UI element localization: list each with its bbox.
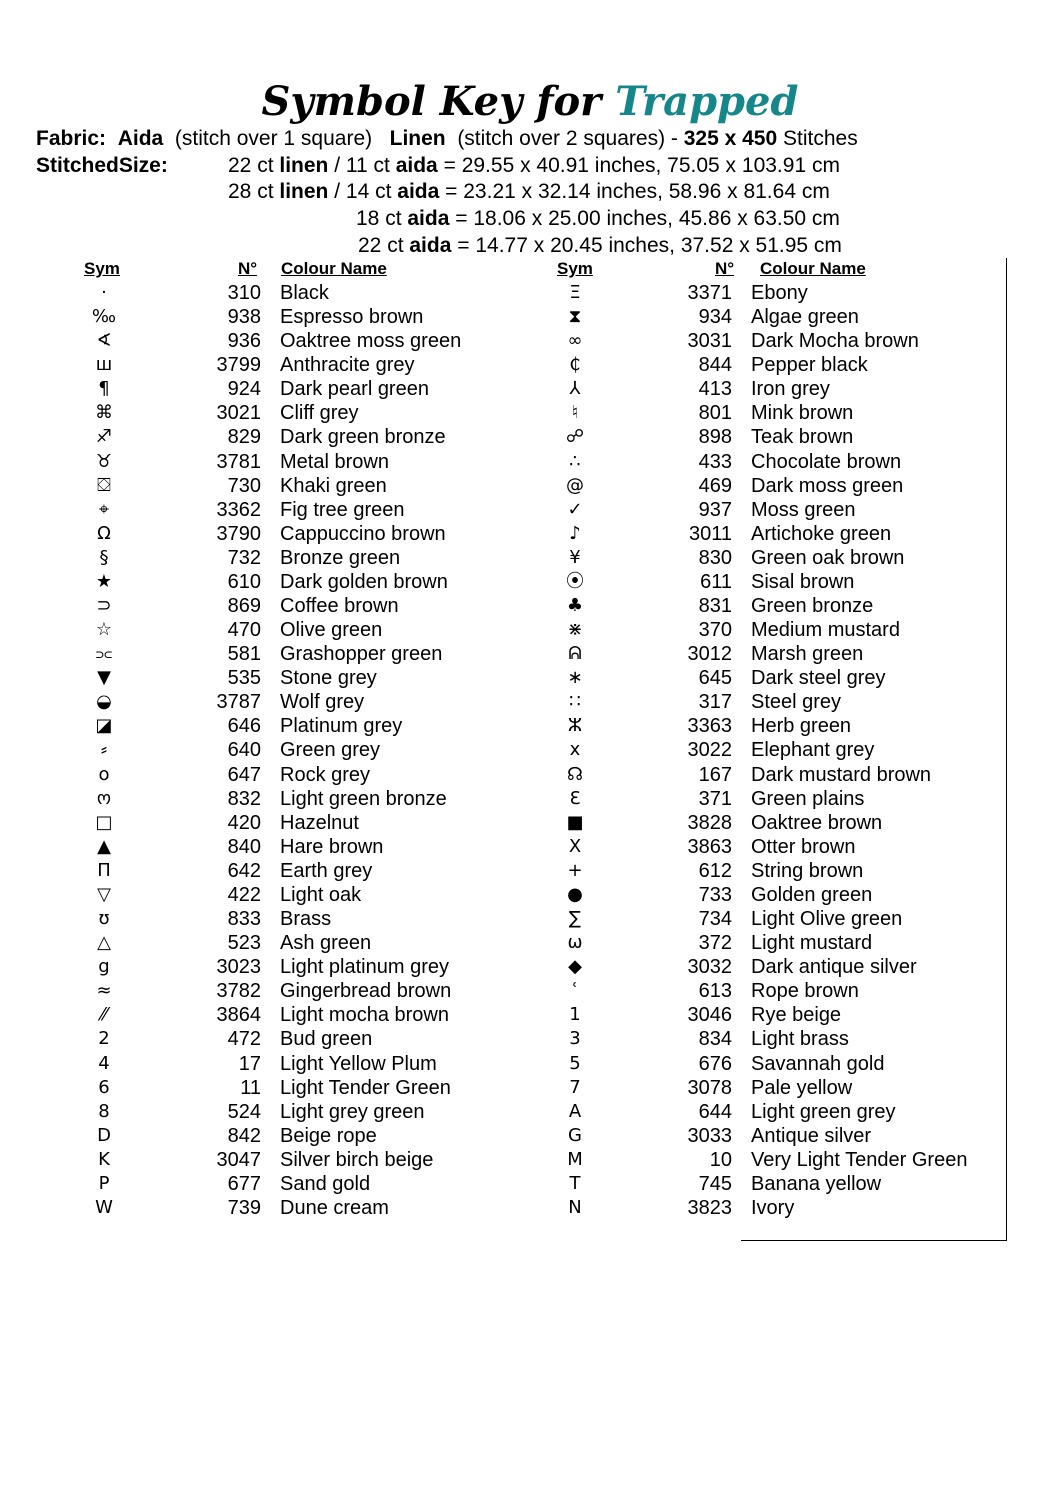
symbol-cell: ⋇ bbox=[567, 619, 583, 641]
thread-number: 3012 bbox=[687, 643, 732, 666]
thread-number: 310 bbox=[227, 282, 261, 304]
thread-number: 3863 bbox=[687, 835, 732, 858]
colour-name: Green grey bbox=[280, 739, 381, 762]
colour-name: Antique silver bbox=[751, 1124, 872, 1147]
thread-number: 3078 bbox=[687, 1076, 732, 1099]
symbol-cell: ⫗ bbox=[95, 643, 113, 665]
colour-name: Rye beige bbox=[751, 1004, 842, 1027]
colour-name: Black bbox=[280, 282, 329, 304]
stitched-size-label: StitchedSize: bbox=[36, 154, 168, 177]
symbol-cell: ∷ bbox=[569, 691, 581, 713]
colour-name: Golden green bbox=[751, 883, 873, 906]
symbol-cell: ‰ bbox=[91, 306, 117, 328]
symbol-cell: ⌖ bbox=[98, 498, 110, 520]
thread-number: 734 bbox=[698, 908, 732, 931]
thread-number: 3022 bbox=[687, 739, 732, 762]
symbol-cell: ⦿ bbox=[566, 570, 584, 592]
colour-name: Hazelnut bbox=[280, 811, 359, 834]
colour-name: Bronze green bbox=[280, 546, 401, 569]
header-name-right: Colour Name bbox=[760, 259, 866, 278]
thread-number: 938 bbox=[227, 306, 261, 329]
thread-number: 937 bbox=[698, 498, 732, 521]
symbol-cell: Π bbox=[97, 859, 111, 881]
thread-number: 611 bbox=[700, 570, 732, 593]
colour-name: Anthracite grey bbox=[280, 354, 415, 377]
colour-name: Gingerbread brown bbox=[280, 980, 452, 1003]
design-name: Trapped bbox=[615, 78, 799, 125]
symbol-cell: ʊ bbox=[98, 908, 110, 930]
colour-name: Green plains bbox=[751, 787, 865, 810]
fabric-linen-note: (stitch over 2 squares) - bbox=[457, 127, 678, 150]
thread-number: 3781 bbox=[216, 450, 261, 473]
thread-number: 739 bbox=[227, 1196, 261, 1219]
colour-name: Pepper black bbox=[751, 354, 868, 377]
size-line-1: 22 ct linen / 11 ct aida = 29.55 x 40.91 inches, 75.05 x 103.91 cm bbox=[228, 154, 840, 177]
thread-number: 581 bbox=[227, 643, 261, 666]
symbol-cell: · bbox=[101, 282, 107, 303]
thread-number: 831 bbox=[698, 595, 732, 618]
thread-number: 612 bbox=[698, 859, 732, 882]
thread-number: 610 bbox=[227, 570, 261, 593]
symbol-cell: ≈ bbox=[96, 980, 112, 1002]
thread-number: 642 bbox=[227, 859, 261, 882]
colour-name: Dark mustard brown bbox=[751, 763, 932, 786]
symbol-cell: ᕱ bbox=[568, 643, 582, 665]
thread-number: 3033 bbox=[687, 1124, 732, 1147]
symbol-cell: ⵣ bbox=[567, 715, 583, 737]
colour-name: Dark steel grey bbox=[751, 667, 886, 690]
thread-number: 644 bbox=[698, 1100, 732, 1123]
fabric-aida: Aida bbox=[117, 127, 164, 150]
symbol-cell: Ω bbox=[97, 522, 111, 544]
colour-name: Light mustard bbox=[751, 932, 873, 955]
thread-number: 745 bbox=[698, 1172, 732, 1195]
symbol-cell: ◪ bbox=[95, 715, 113, 737]
symbol-cell: 5 bbox=[569, 1052, 581, 1074]
thread-number: 523 bbox=[227, 932, 261, 955]
symbol-cell: ш bbox=[95, 354, 113, 376]
thread-number: 3031 bbox=[687, 330, 732, 353]
symbol-cell: § bbox=[99, 546, 109, 568]
symbol-cell: ⊃ bbox=[96, 595, 112, 617]
colour-name: Sisal brown bbox=[751, 570, 855, 593]
colour-name: Light Olive green bbox=[751, 908, 903, 931]
thread-number: 3021 bbox=[216, 402, 261, 425]
thread-number: 433 bbox=[698, 450, 732, 473]
thread-number: 898 bbox=[698, 426, 732, 449]
colour-name: Coffee brown bbox=[280, 595, 399, 618]
thread-number: 3864 bbox=[216, 1004, 261, 1027]
symbol-cell: x bbox=[569, 739, 581, 761]
thread-number: 3782 bbox=[216, 980, 261, 1003]
title-prefix: Symbol Key for bbox=[261, 78, 602, 125]
thread-number: 646 bbox=[227, 715, 261, 738]
thread-number: 10 bbox=[709, 1148, 732, 1171]
colour-name: Light grey green bbox=[280, 1100, 425, 1123]
colour-name: String brown bbox=[751, 859, 864, 882]
thread-number: 801 bbox=[698, 402, 732, 425]
thread-number: 11 bbox=[240, 1076, 261, 1099]
colour-name: Green oak brown bbox=[751, 546, 905, 569]
symbol-cell: ო bbox=[96, 787, 112, 809]
colour-name: Otter brown bbox=[751, 835, 856, 858]
symbol-cell: ω bbox=[567, 932, 583, 954]
symbol-cell: ♐ bbox=[95, 426, 113, 448]
symbol-cell: N bbox=[568, 1196, 582, 1218]
header-num-right: N° bbox=[715, 259, 735, 278]
symbol-cell: ▲ bbox=[97, 835, 111, 857]
colour-name: Hare brown bbox=[280, 835, 384, 858]
symbol-cell: ☆ bbox=[95, 619, 113, 641]
thread-number: 3823 bbox=[687, 1196, 732, 1219]
symbol-cell: K bbox=[98, 1148, 110, 1170]
right-border-line bbox=[1006, 258, 1007, 1240]
colour-name: Oaktree brown bbox=[751, 811, 883, 834]
colour-name: Light oak bbox=[280, 883, 362, 906]
symbol-cell: 3 bbox=[569, 1028, 581, 1050]
symbol-cell: ★ bbox=[95, 570, 113, 592]
colour-name: Artichoke green bbox=[751, 522, 892, 545]
stitch-suffix: Stitches bbox=[783, 127, 858, 150]
symbol-cell: ♮ bbox=[571, 402, 579, 424]
colour-name: Wolf grey bbox=[280, 691, 365, 714]
thread-number: 524 bbox=[227, 1100, 261, 1123]
size-line-4: 22 ct aida = 14.77 x 20.45 inches, 37.52 x 51.95 cm bbox=[358, 234, 842, 257]
colour-name: Metal brown bbox=[280, 450, 389, 473]
colour-name: Ivory bbox=[751, 1196, 795, 1219]
size-line-3: 18 ct aida = 18.06 x 25.00 inches, 45.86 x 63.50 cm bbox=[356, 207, 840, 230]
thread-number: 3363 bbox=[687, 715, 732, 738]
symbol-cell: ʿ bbox=[572, 980, 578, 1002]
colour-name: Light Yellow Plum bbox=[280, 1052, 437, 1075]
thread-number: 3046 bbox=[687, 1004, 732, 1027]
thread-number: 3828 bbox=[687, 811, 732, 834]
symbol-cell: 2 bbox=[98, 1028, 110, 1050]
thread-number: 3790 bbox=[216, 522, 261, 545]
symbol-cell: ◒ bbox=[96, 691, 112, 713]
symbol-cell: ☍ bbox=[565, 426, 585, 448]
thread-number: 420 bbox=[227, 811, 261, 834]
thread-number: 3787 bbox=[216, 691, 261, 714]
thread-number: 840 bbox=[227, 835, 261, 858]
symbol-cell: ¶ bbox=[98, 378, 110, 400]
symbol-cell: ♪ bbox=[569, 522, 581, 544]
symbol-cell: ⅄ bbox=[569, 378, 581, 400]
colour-name: Brass bbox=[280, 908, 332, 931]
colour-name: Grashopper green bbox=[280, 643, 443, 666]
colour-name: Moss green bbox=[751, 498, 856, 521]
colour-name: Teak brown bbox=[751, 426, 854, 449]
symbol-cell: g bbox=[98, 956, 110, 978]
colour-name: Dark pearl green bbox=[280, 378, 429, 401]
thread-number: 936 bbox=[227, 330, 261, 353]
symbol-cell: ☊ bbox=[567, 763, 583, 785]
thread-number: 3023 bbox=[216, 956, 261, 979]
symbol-cell: G bbox=[568, 1124, 582, 1146]
page-title bbox=[0, 74, 1060, 130]
thread-number: 677 bbox=[227, 1172, 261, 1195]
symbol-cell: ₵ bbox=[569, 354, 581, 376]
symbol-cell: 1 bbox=[569, 1004, 581, 1026]
symbol-cell: D bbox=[97, 1124, 111, 1146]
thread-number: 422 bbox=[227, 883, 261, 906]
thread-number: 167 bbox=[698, 763, 732, 786]
symbol-cell: o bbox=[98, 763, 110, 785]
colour-name: Very Light Tender Green bbox=[751, 1148, 968, 1171]
fabric-line bbox=[36, 126, 858, 152]
thread-number: 3047 bbox=[216, 1148, 261, 1171]
thread-number: 640 bbox=[227, 739, 261, 762]
colour-name: Platinum grey bbox=[280, 715, 403, 738]
symbol-cell: ▽ bbox=[97, 883, 111, 905]
symbol-cell: 4 bbox=[98, 1052, 110, 1074]
thread-number: 370 bbox=[698, 619, 732, 642]
colour-name: Rope brown bbox=[751, 980, 859, 1003]
symbol-cell: @ bbox=[566, 474, 584, 496]
thread-number: 869 bbox=[227, 595, 261, 618]
thread-number: 924 bbox=[227, 378, 261, 401]
symbol-cell: Ξ bbox=[569, 282, 581, 303]
colour-name: Stone grey bbox=[280, 667, 377, 690]
symbol-cell: + bbox=[567, 859, 583, 881]
symbol-cell: A bbox=[568, 1100, 582, 1122]
colour-name: Ebony bbox=[751, 282, 808, 304]
thread-number: 830 bbox=[698, 546, 732, 569]
symbol-cell: P bbox=[98, 1172, 110, 1194]
symbol-cell: 6 bbox=[98, 1076, 110, 1098]
thread-number: 829 bbox=[227, 426, 261, 449]
symbol-cell: M bbox=[567, 1148, 583, 1170]
colour-name: Espresso brown bbox=[280, 306, 424, 329]
symbol-cell: Ⅹ bbox=[568, 835, 582, 857]
colour-name: Medium mustard bbox=[751, 619, 900, 642]
thread-number: 469 bbox=[698, 474, 732, 497]
colour-name: Light mocha brown bbox=[280, 1004, 449, 1027]
symbol-cell: ∑ bbox=[568, 908, 582, 930]
colour-name: Dune cream bbox=[280, 1196, 389, 1219]
colour-name: Dark golden brown bbox=[280, 570, 448, 593]
header-num-left: N° bbox=[238, 259, 258, 278]
thread-number: 3011 bbox=[688, 522, 732, 545]
thread-number: 844 bbox=[698, 354, 732, 377]
symbol-cell: ∴ bbox=[569, 450, 581, 472]
symbol-cell: ◆ bbox=[568, 956, 582, 978]
colour-name: Light green grey bbox=[751, 1100, 896, 1123]
thread-number: 3362 bbox=[216, 498, 261, 521]
thread-number: 371 bbox=[698, 787, 732, 810]
header-sym-left: Sym bbox=[84, 259, 120, 278]
symbol-cell: ♣ bbox=[566, 595, 584, 617]
thread-number: 647 bbox=[227, 763, 261, 786]
thread-number: 934 bbox=[698, 306, 732, 329]
thread-number: 17 bbox=[238, 1052, 261, 1075]
symbol-cell: W bbox=[95, 1196, 113, 1218]
symbol-cell: ⧗ bbox=[568, 306, 582, 328]
colour-name: Light platinum grey bbox=[280, 956, 449, 979]
symbol-cell: ✓ bbox=[567, 498, 583, 520]
thread-number: 613 bbox=[698, 980, 732, 1003]
symbol-cell: ● bbox=[567, 883, 583, 905]
thread-number: 372 bbox=[698, 932, 732, 955]
thread-number: 833 bbox=[227, 908, 261, 931]
colour-name: Earth grey bbox=[280, 859, 373, 882]
colour-name: Mink brown bbox=[751, 402, 854, 425]
symbol-cell: ▼ bbox=[97, 667, 111, 689]
colour-name: Chocolate brown bbox=[751, 450, 902, 473]
symbol-cell: ⌘ bbox=[95, 402, 113, 424]
symbol-cell: △ bbox=[97, 932, 111, 954]
symbol-cell: □ bbox=[95, 811, 113, 833]
thread-number: 535 bbox=[227, 667, 261, 690]
fabric-label: Fabric: bbox=[36, 127, 107, 150]
symbol-cell: ∞ bbox=[567, 330, 583, 352]
colour-name: Marsh green bbox=[751, 643, 864, 666]
symbol-cell: Ɛ bbox=[569, 787, 581, 809]
colour-name: Elephant grey bbox=[751, 739, 875, 762]
colour-name: Fig tree green bbox=[280, 498, 405, 521]
thread-number: 834 bbox=[698, 1028, 732, 1051]
colour-name: Cappuccino brown bbox=[280, 522, 446, 545]
thread-number: 732 bbox=[227, 546, 261, 569]
fabric-linen: Linen bbox=[389, 127, 446, 150]
header-name-left: Colour Name bbox=[281, 259, 387, 278]
symbol-cell: ¥ bbox=[569, 546, 581, 568]
thread-number: 472 bbox=[227, 1028, 261, 1051]
stitch-count: 325 x 450 bbox=[683, 127, 778, 150]
colour-name: Savannah gold bbox=[751, 1052, 885, 1075]
symbol-cell: ⸗ bbox=[101, 739, 107, 761]
thread-number: 3799 bbox=[216, 354, 261, 377]
symbol-cell: ∢ bbox=[96, 330, 112, 352]
fabric-aida-note: (stitch over 1 square) bbox=[174, 127, 373, 150]
colour-name: Dark Mocha brown bbox=[751, 330, 919, 353]
colour-name: Beige rope bbox=[280, 1124, 377, 1147]
colour-name: Dark green bronze bbox=[280, 426, 446, 449]
thread-number: 676 bbox=[698, 1052, 732, 1075]
thread-number: 730 bbox=[227, 474, 261, 497]
symbol-cell: ⛋ bbox=[97, 474, 111, 496]
thread-number: 733 bbox=[698, 883, 732, 906]
colour-name: Light green bronze bbox=[280, 787, 447, 810]
colour-name: Pale yellow bbox=[751, 1076, 853, 1099]
colour-name: Light brass bbox=[751, 1028, 849, 1051]
bottom-rule bbox=[741, 1240, 1007, 1241]
colour-name: Bud green bbox=[280, 1028, 373, 1051]
colour-name: Khaki green bbox=[280, 474, 387, 497]
colour-name: Rock grey bbox=[280, 763, 371, 786]
colour-name: Iron grey bbox=[751, 378, 830, 401]
header-sym-right: Sym bbox=[557, 259, 593, 278]
thread-number: 645 bbox=[698, 667, 732, 690]
symbol-cell: 8 bbox=[98, 1100, 110, 1122]
symbol-cell: ♉ bbox=[95, 450, 113, 472]
colour-name: Algae green bbox=[751, 306, 859, 329]
thread-number: 842 bbox=[227, 1124, 261, 1147]
thread-number: 832 bbox=[227, 787, 261, 810]
thread-number: 317 bbox=[698, 691, 732, 714]
colour-name: Herb green bbox=[751, 715, 852, 738]
colour-name: Green bronze bbox=[751, 595, 874, 618]
colour-name: Cliff grey bbox=[280, 402, 359, 425]
colour-name: Light Tender Green bbox=[280, 1076, 451, 1099]
thread-number: 3371 bbox=[687, 282, 732, 304]
colour-name: Oaktree moss green bbox=[280, 330, 462, 353]
size-line-2: 28 ct linen / 14 ct aida = 23.21 x 32.14 inches, 58.96 x 81.64 cm bbox=[228, 180, 830, 203]
thread-number: 3032 bbox=[687, 956, 732, 979]
colour-name: Banana yellow bbox=[751, 1172, 882, 1195]
thread-number: 413 bbox=[698, 378, 732, 401]
colour-name: Dark moss green bbox=[751, 474, 904, 497]
colour-name: Dark antique silver bbox=[751, 956, 917, 979]
colour-name: Steel grey bbox=[751, 691, 842, 714]
symbol-cell: 7 bbox=[569, 1076, 581, 1098]
symbol-cell: T bbox=[569, 1172, 581, 1194]
symbol-cell: ⁄⁄ bbox=[100, 1004, 107, 1026]
symbol-cell: ∗ bbox=[567, 667, 583, 689]
thread-number: 470 bbox=[227, 619, 261, 642]
colour-name: Silver birch beige bbox=[280, 1148, 434, 1171]
symbol-cell: ■ bbox=[566, 811, 584, 833]
colour-name: Olive green bbox=[280, 619, 383, 642]
colour-name: Ash green bbox=[280, 932, 372, 955]
colour-name: Sand gold bbox=[280, 1172, 371, 1195]
